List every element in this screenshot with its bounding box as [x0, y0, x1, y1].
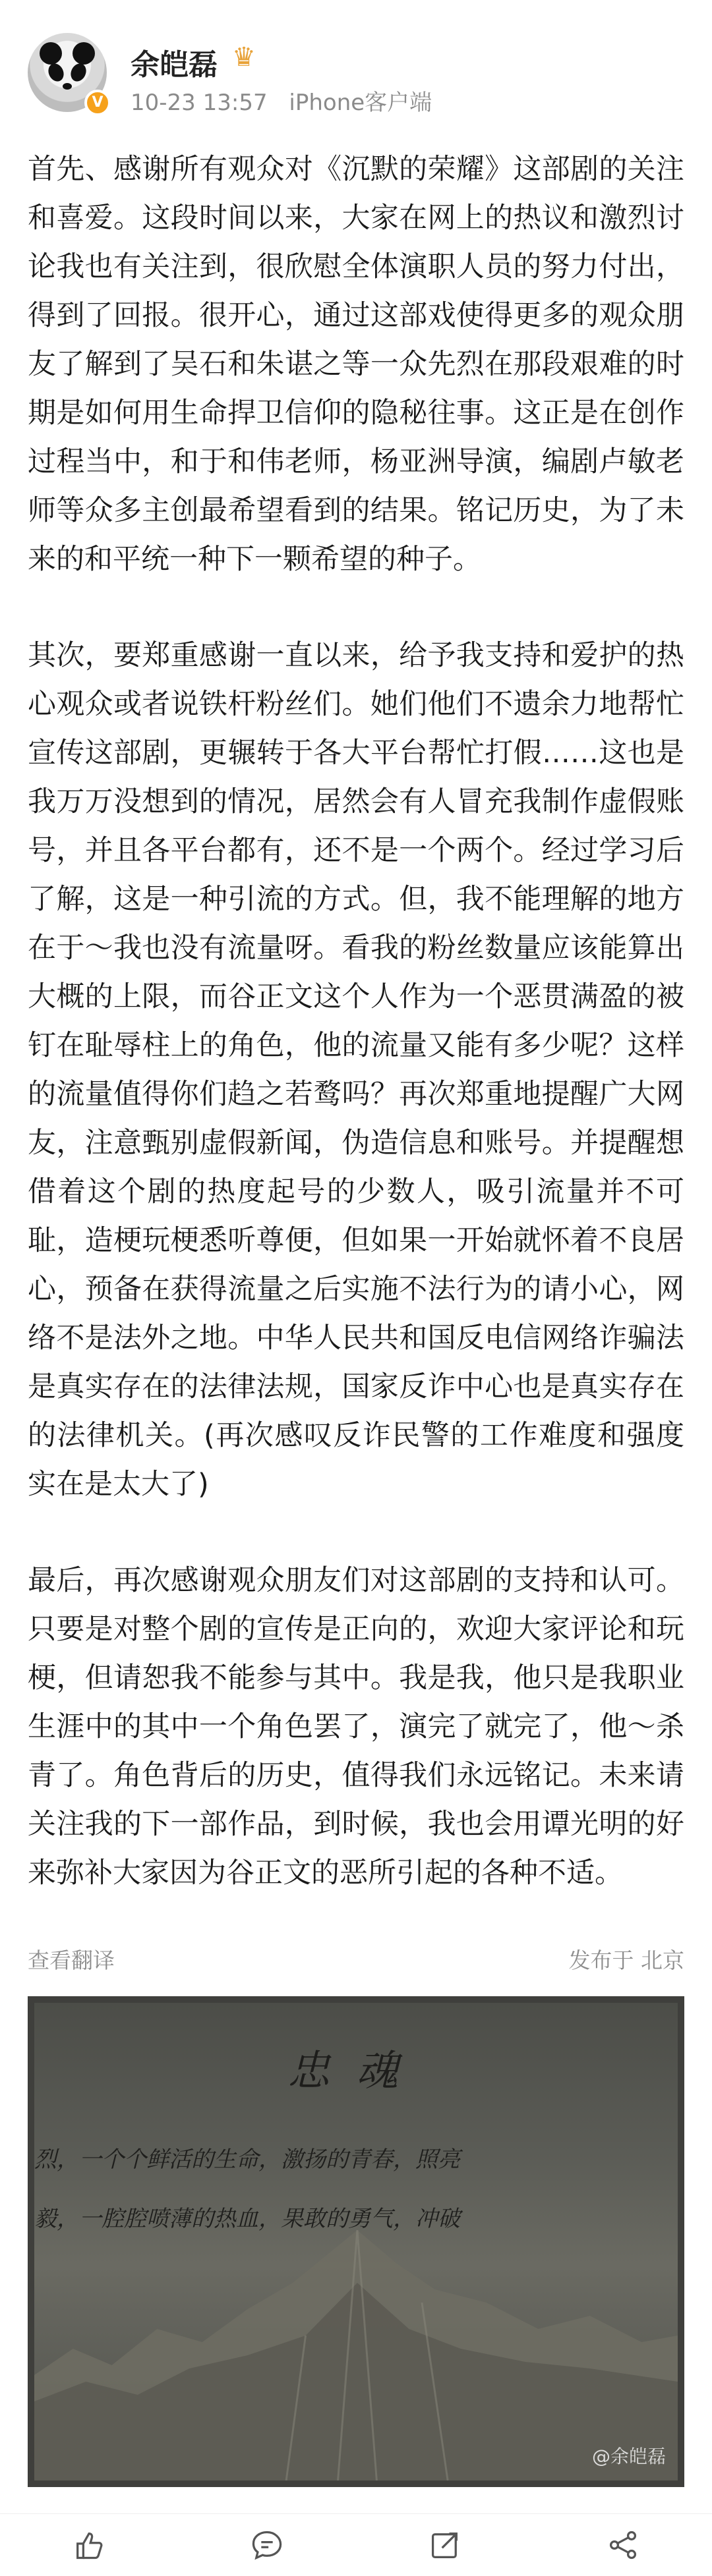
paragraph-3: 最后，再次感谢观众朋友们对这部剧的支持和认可。只要是对整个剧的宣传是正向的，欢迎大家评论和玩梗，但请恕我不能参与其中。我是我，他只是我职业生涯中的其中一个角色罢了，演完了就完了，他～杀青了。角色背后的历史，值得我们永远铭记。未来请关注我的下一部作品，到时候，我也会用谭光明的好来弥补大家因为谷正文的恶所引起的各种不适。: [28, 1564, 684, 1890]
like-icon: [72, 2528, 106, 2562]
like-button[interactable]: [59, 2515, 119, 2575]
share-icon: [606, 2528, 640, 2562]
plaque-text-line-2: 毅，一腔腔喷薄的热血，果敢的勇气，冲破: [34, 2206, 460, 2232]
panda-ear-right: [73, 42, 95, 65]
plaque-title: 忠魂: [287, 2047, 425, 2096]
panda-eye-right: [68, 61, 89, 84]
paragraph-1: 首先、感谢所有观众对《沉默的荣耀》这部剧的关注和喜爱。这段时间以来，大家在网上的热议和激烈讨论我也有关注到，很欣慰全体演职人员的努力付出，得到了回报。很开心，通过这部戏使得更多的观众朋友了解到了吴石和朱谌之等一众先烈在那段艰难的时期是如何用生命捍卫信仰的隐秘往事。这正是在创作过程当中，和于和伟老师，杨亚洲导演，编剧卢敏老师等众多主创最希望看到的结果。铭记历史，为了未来的和平统一种下一颗希望的种子。: [28, 153, 684, 576]
paragraph-2: 其次，要郑重感谢一直以来，给予我支持和爱护的热心观众或者说铁杆粉丝们。她们他们不遗余力地帮忙宣传这部剧，更辗转于各大平台帮忙打假……这也是我万万没想到的情况，居然会有人冒充我制作虚假账号，并且各平台都有，还不是一个两个。经过学习后了解，这是一种引流的方式。但，我不能理解的地方在于～我也没有流量呀。看我的粉丝数量应该能算出大概的上限，而谷正文这个人作为一个恶贯满盈的被钉在耻辱柱上的角色，他的流量又能有多少呢？这样的流量值得你们趋之若鹜吗？再次郑重地提醒广大网友，注意甄别虚假新闻，伪造信息和账号。并提醒想借着这个剧的热度起号的少数人，吸引流量并不可耻，造梗玩梗悉听尊便，但如果一开始就怀着不良居心，预备在获得流量之后实施不法行为的请小心，网络不是法外之地。中华人民共和国反电信网络诈骗法是真实存在的法律法规，国家反诈中心也是真实存在的法律机关。(再次感叹反诈民警的工作难度和强度实在是太大了): [28, 639, 684, 1501]
post-meta: [131, 84, 446, 117]
share-button[interactable]: [593, 2515, 653, 2575]
image-watermark: @余皑磊: [591, 2446, 666, 2467]
post-body: [28, 145, 684, 1897]
post-image[interactable]: [28, 1996, 684, 2487]
post-location: 发布于 北京: [568, 1947, 684, 1973]
plaque-text-line-1: 烈，一个个鲜活的生命，激扬的青春，照亮: [34, 2146, 460, 2173]
panda-nose: [63, 83, 72, 90]
username[interactable]: 余皑磊: [131, 48, 218, 82]
post-time: 10-23 13:57: [131, 90, 268, 116]
repost-icon: [428, 2528, 462, 2562]
translate-link[interactable]: 查看翻译: [28, 1947, 115, 1973]
comment-button[interactable]: [237, 2515, 297, 2575]
panda-ear-left: [40, 42, 62, 65]
mountain-relief: [34, 2204, 678, 2480]
comment-icon: [250, 2528, 284, 2562]
action-toolbar: [0, 2513, 712, 2576]
repost-button[interactable]: [415, 2515, 475, 2575]
post-header: [0, 0, 712, 132]
verified-badge-icon: V: [84, 90, 111, 116]
crown-badge-icon[interactable]: ♛: [232, 42, 256, 72]
post-source: iPhone客户端: [289, 90, 432, 116]
